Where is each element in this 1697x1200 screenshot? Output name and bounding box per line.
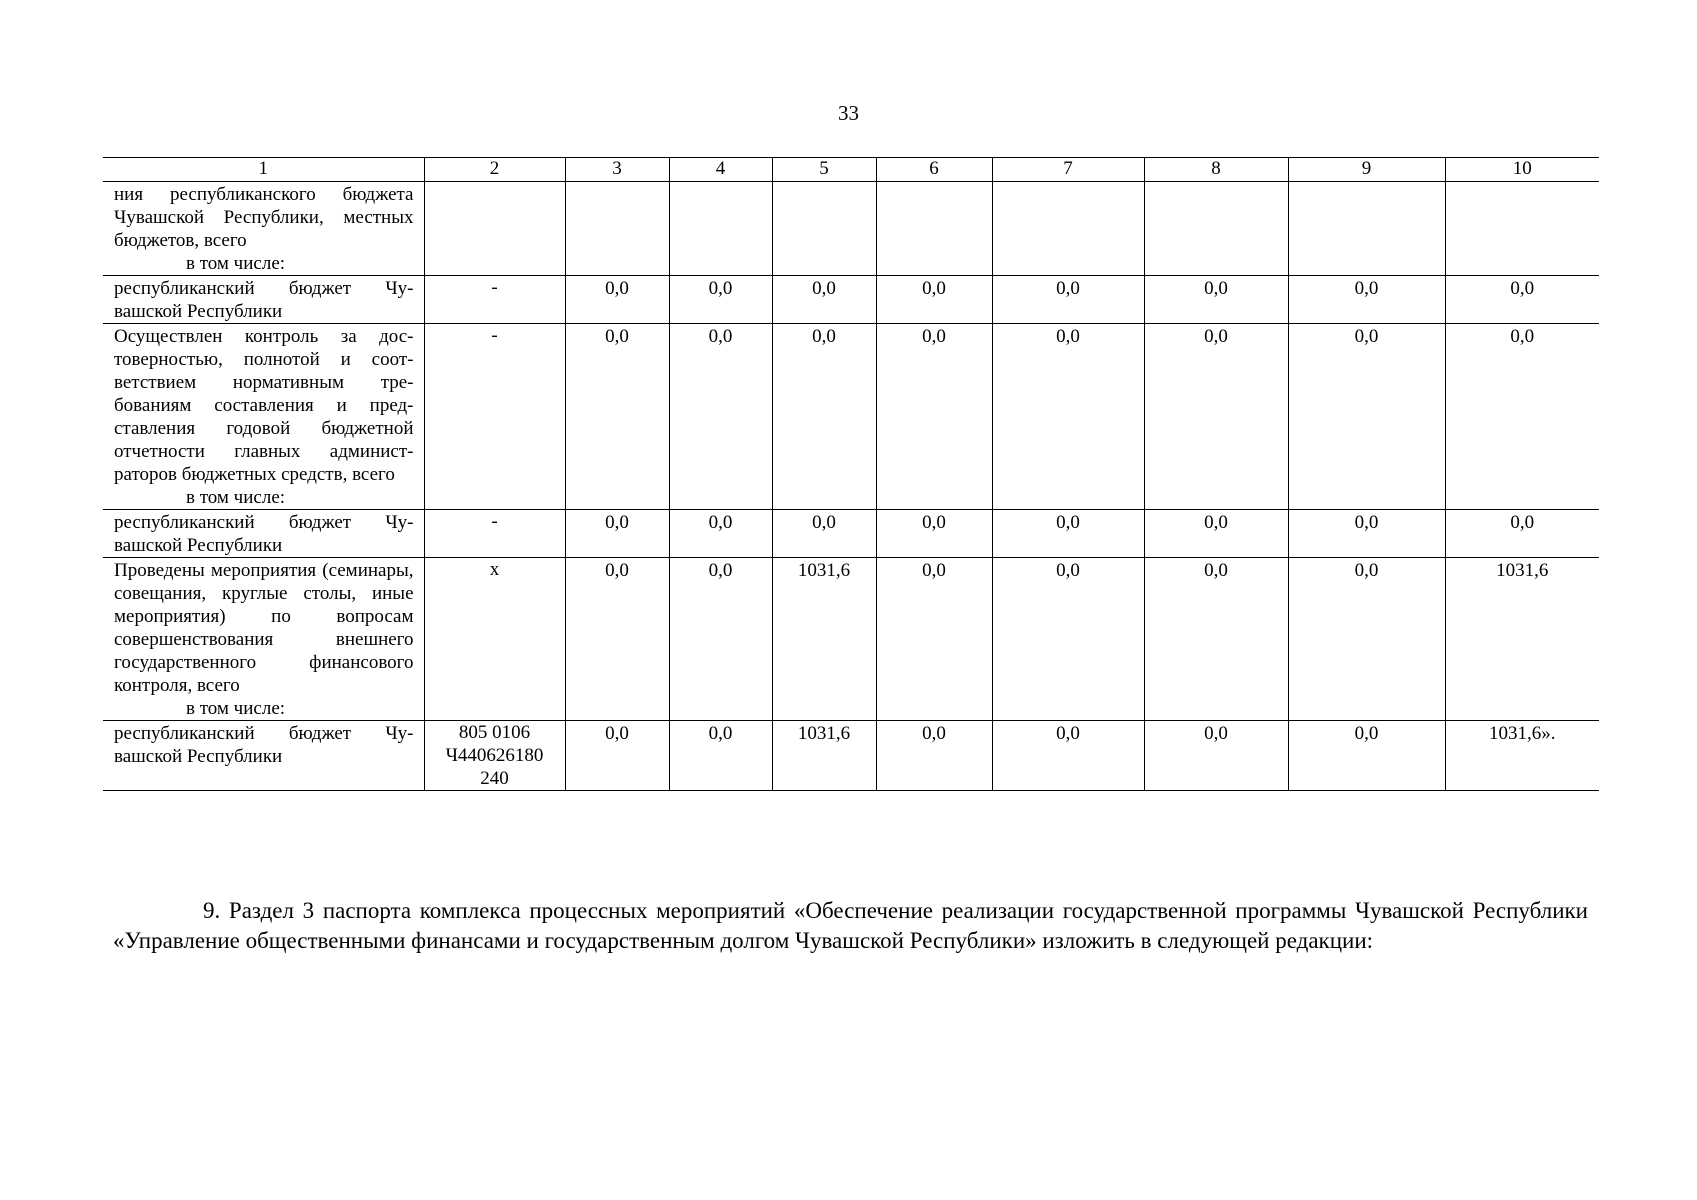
budget-code-cell (424, 182, 565, 276)
value-cell: 0,0 (1445, 324, 1599, 510)
column-header: 10 (1445, 158, 1599, 182)
column-header: 1 (103, 158, 424, 182)
value-cell: 0,0 (1144, 510, 1288, 558)
column-header: 6 (876, 158, 992, 182)
value-cell (772, 182, 876, 276)
value-cell: 0,0 (565, 276, 669, 324)
value-cell: 0,0 (565, 510, 669, 558)
value-cell: 0,0 (992, 324, 1144, 510)
body-paragraph: 9. Раздел 3 паспорта комплекса процессных мероприятий «Обеспечение реализации государственной программы Чувашской Республики «Управление общественными финансами и государственным долгом Чувашской Республики» изложить в следующей редакции: (113, 898, 1588, 953)
row-sublabel: в том числе: (186, 253, 286, 274)
row-label: республиканский бюджет Чувашской Республики (114, 512, 414, 556)
value-cell: 0,0 (1144, 324, 1288, 510)
value-cell: 0,0 (1445, 510, 1599, 558)
value-cell: 0,0 (1144, 276, 1288, 324)
value-cell: 0,0 (669, 721, 772, 791)
budget-code-cell: - (424, 510, 565, 558)
row-label-cell (103, 324, 424, 510)
value-cell: 0,0 (876, 276, 992, 324)
row-sublabel: в том числе: (186, 487, 286, 508)
value-cell (565, 182, 669, 276)
value-cell: 0,0 (992, 276, 1144, 324)
value-cell: 0,0 (1288, 510, 1445, 558)
row-sublabel: в том числе: (186, 698, 286, 719)
row-label-cell (103, 558, 424, 721)
value-cell: 1031,6 (1445, 558, 1599, 721)
value-cell: 0,0 (992, 510, 1144, 558)
value-cell (669, 182, 772, 276)
column-header: 9 (1288, 158, 1445, 182)
table-row (103, 721, 1599, 791)
value-cell: 0,0 (876, 721, 992, 791)
row-label-cell (103, 510, 424, 558)
value-cell: 0,0 (1288, 721, 1445, 791)
value-cell: 0,0 (669, 276, 772, 324)
column-header: 7 (992, 158, 1144, 182)
column-header: 4 (669, 158, 772, 182)
value-cell: 0,0 (565, 721, 669, 791)
row-label-cell (103, 182, 424, 276)
budget-table (103, 157, 1599, 791)
value-cell: 0,0 (876, 324, 992, 510)
value-cell (1288, 182, 1445, 276)
value-cell: 1031,6 (772, 558, 876, 721)
row-label: республиканский бюджет Чувашской Республики (114, 278, 414, 322)
value-cell: 0,0 (876, 558, 992, 721)
value-cell: 0,0 (1288, 276, 1445, 324)
row-label-cell (103, 276, 424, 324)
value-cell: 0,0 (772, 324, 876, 510)
value-cell: 0,0 (565, 558, 669, 721)
value-cell: 0,0 (669, 324, 772, 510)
value-cell: 0,0 (1445, 276, 1599, 324)
page-number: 33 (838, 101, 859, 125)
row-label: республиканский бюджет Чувашской Республики (114, 723, 414, 767)
value-cell: 0,0 (1288, 558, 1445, 721)
value-cell (876, 182, 992, 276)
row-label: Осуществлен контроль за достоверностью, полнотой и соответствием нормативным требованиям составления и представления годовой бюджетной отчетности главных администраторов бюджетных средств, всего (114, 326, 414, 485)
budget-code-cell: - (424, 276, 565, 324)
value-cell: 0,0 (565, 324, 669, 510)
value-cell: 0,0 (992, 721, 1144, 791)
column-header: 5 (772, 158, 876, 182)
table-row (103, 276, 1599, 324)
budget-code-cell: 805 0106 Ч440626180 240 (424, 721, 565, 791)
value-cell: 0,0 (1144, 721, 1288, 791)
table-row (103, 182, 1599, 276)
budget-code-cell: х (424, 558, 565, 721)
column-header: 2 (424, 158, 565, 182)
value-cell: 0,0 (772, 276, 876, 324)
table-row (103, 510, 1599, 558)
table-row (103, 558, 1599, 721)
column-header: 3 (565, 158, 669, 182)
value-cell (1445, 182, 1599, 276)
value-cell: 0,0 (669, 558, 772, 721)
table-header-row (103, 158, 1599, 182)
table-row (103, 324, 1599, 510)
value-cell: 0,0 (1144, 558, 1288, 721)
budget-code-cell: - (424, 324, 565, 510)
value-cell: 1031,6». (1445, 721, 1599, 791)
value-cell: 0,0 (992, 558, 1144, 721)
value-cell (1144, 182, 1288, 276)
value-cell: 0,0 (772, 510, 876, 558)
value-cell: 0,0 (669, 510, 772, 558)
row-label: Проведены мероприятия (семинары, совещания, круглые столы, иные мероприятия) по вопросам совершенствования внешнего государственного финансового контроля, всего (114, 560, 414, 696)
value-cell (992, 182, 1144, 276)
column-header: 8 (1144, 158, 1288, 182)
value-cell: 0,0 (1288, 324, 1445, 510)
row-label-cell (103, 721, 424, 791)
value-cell: 1031,6 (772, 721, 876, 791)
value-cell: 0,0 (876, 510, 992, 558)
row-label: ния республиканского бюджета Чувашской Республики, местных бюджетов, всего (114, 184, 414, 251)
